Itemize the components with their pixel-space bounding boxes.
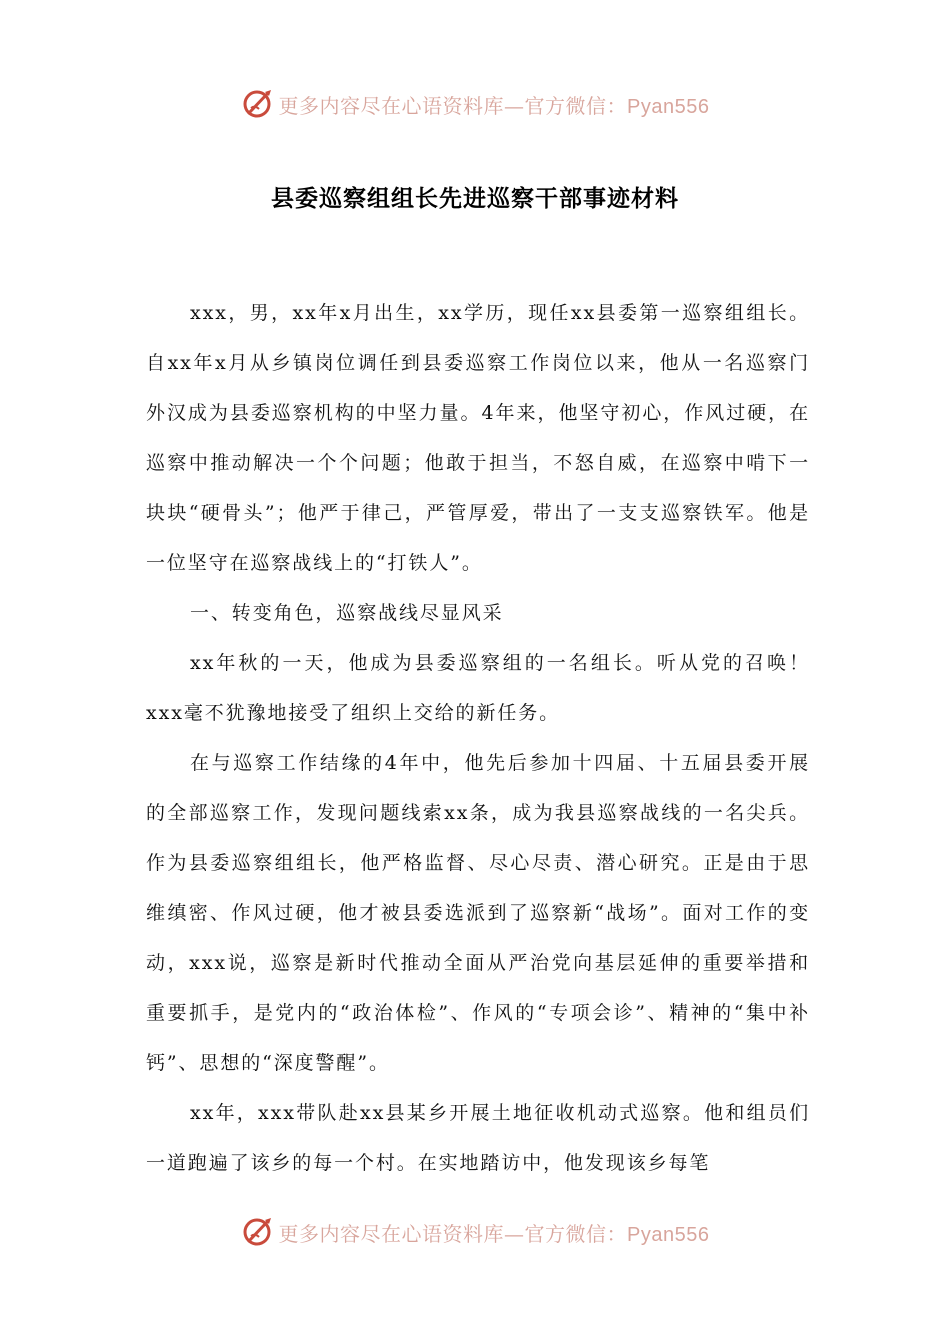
section-heading-1: 一、转变角色，巡察战线尽显风采 bbox=[190, 602, 504, 624]
pen-in-circle-icon bbox=[241, 87, 275, 121]
paragraph-3: 在与巡察工作结缘的4年中，他先后参加十四届、十五届县委开展的全部巡察工作，发现问题线索xx条，成为我县巡察战线的一名尖兵。作为县委巡察组组长，他严格监督、尽心尽责、潜心研究。正是由于思维缜密、作风过硬，他才被县委选派到了巡察新“战场”。面对工作的变动，xxx说，巡察是新时代推动全面从严治党向基层延伸的重要举措和重要抓手，是党内的“政治体检”、作风的“专项会诊”、精神的“集中补钙”、思想的“深度警醒”。 bbox=[146, 752, 810, 1074]
watermark-handle: Pyan556 bbox=[627, 1223, 710, 1246]
watermark-text: 更多内容尽在心语资料库—官方微信： bbox=[278, 93, 628, 118]
watermark-text: 更多内容尽在心语资料库—官方微信： bbox=[278, 1221, 628, 1246]
paragraph-2: xx年秋的一天，他成为县委巡察组的一名组长。听从党的召唤！xxx毫不犹豫地接受了组织上交给的新任务。 bbox=[146, 652, 810, 724]
document-title: 县委巡察组组长先进巡察干部事迹材料 bbox=[271, 186, 679, 212]
paragraph-4: xx年，xxx带队赴xx县某乡开展土地征收机动式巡察。他和组员们一道跑遍了该乡的每一个村。在实地踏访中，他发现该乡每笔 bbox=[146, 1102, 810, 1174]
watermark-handle: Pyan556 bbox=[627, 95, 710, 118]
document-body bbox=[146, 288, 810, 1188]
watermark-banner-top bbox=[0, 82, 950, 126]
watermark-banner-bottom bbox=[0, 1210, 950, 1254]
paragraph-intro: xxx，男，xx年x月出生，xx学历，现任xx县委第一巡察组组长。自xx年x月从乡镇岗位调任到县委巡察工作岗位以来，他从一名巡察门外汉成为县委巡察机构的中坚力量。4年来，他坚守初心，作风过硬，在巡察中推动解决一个个问题；他敢于担当，不怒自威，在巡察中啃下一块块“硬骨头”；他严于律己，严管厚爱，带出了一支支巡察铁军。他是一位坚守在巡察战线上的“打铁人”。 bbox=[146, 302, 810, 574]
pen-in-circle-icon bbox=[241, 1215, 275, 1249]
